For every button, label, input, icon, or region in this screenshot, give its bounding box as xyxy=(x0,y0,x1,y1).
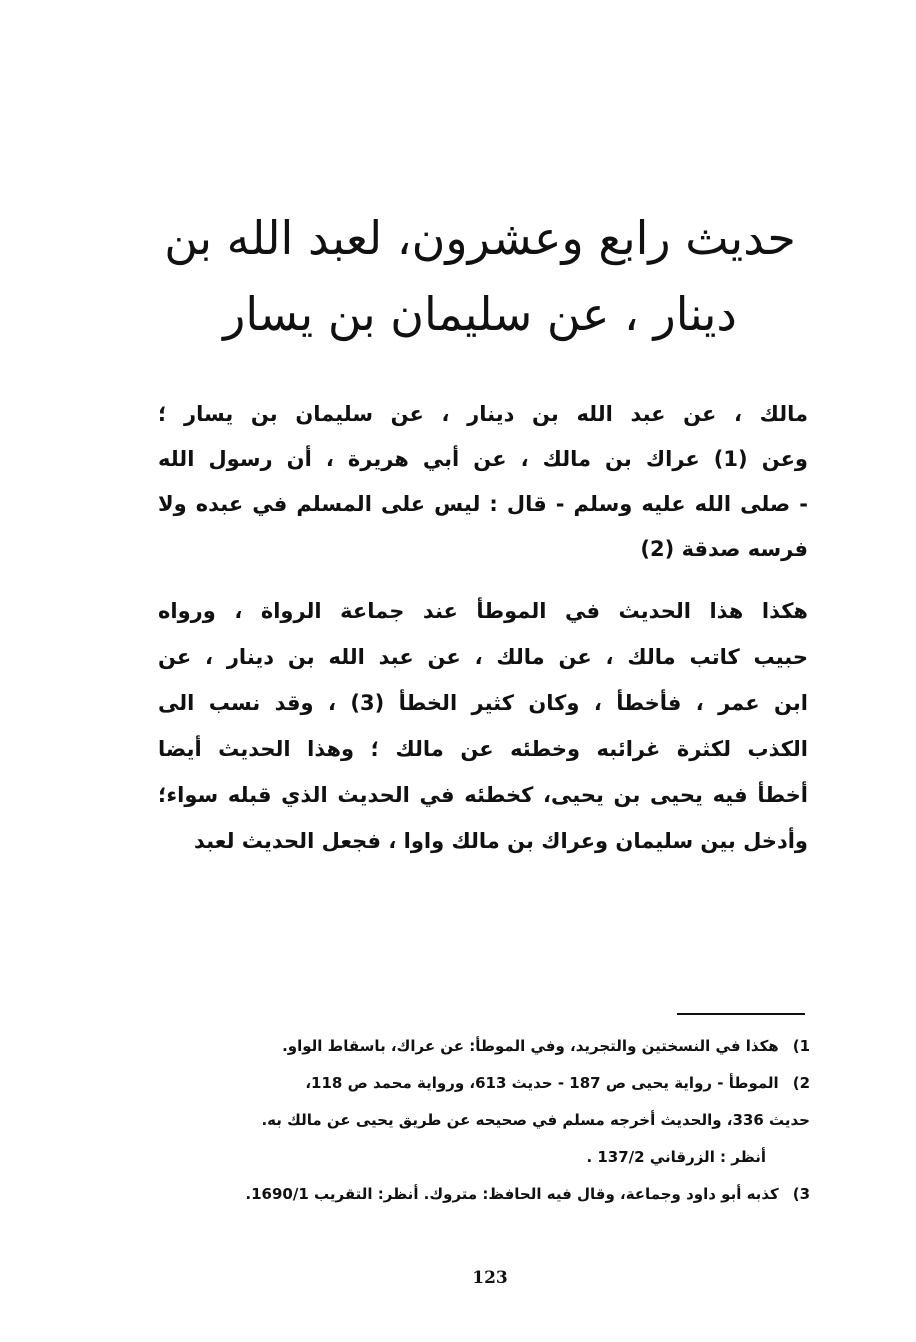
chapter-title-line-1: حديث رابع وعشرون، لعبد الله بن xyxy=(164,211,796,265)
paragraph-line: مالك ، عن عبد الله بن دينار ، عن سليمان بن يسار ؛ xyxy=(158,402,808,426)
page-number: 123 xyxy=(472,1268,508,1288)
paragraph-line: وأدخل بين سليمان وعراك بن مالك واوا ، فجعل الحديث لعبد xyxy=(194,829,808,853)
footnote-text: كذبه أبو داود وجماعة، وقال فيه الحافظ: متروك. أنظر: التقريب 1690/1. xyxy=(245,1185,779,1203)
chapter-title xyxy=(150,200,810,352)
footnote-number: 1) xyxy=(792,1037,810,1055)
paragraph-line: أخطأ فيه يحيى بن يحيى، كخطئه في الحديث الذي قبله سواء؛ xyxy=(158,783,808,807)
paragraph-line: ابن عمر ، فأخطأ ، وكان كثير الخطأ (3) ، وقد نسب الى xyxy=(158,691,808,715)
footnote-text: الموطأ - رواية يحيى ص 187 - حديث 613، ورواية محمد ص 118، xyxy=(305,1074,779,1092)
footnote-text: حديث 336، والحديث أخرجه مسلم في صحيحه عن طريق يحيى عن مالك به. xyxy=(261,1111,810,1129)
paragraph-line: الكذب لكثرة غرائبه وخطئه عن مالك ؛ وهذا الحديث أيضا xyxy=(158,737,808,761)
footnote-number: 3) xyxy=(792,1185,810,1203)
footnote-2-reference xyxy=(168,1139,810,1176)
footnote-2 xyxy=(168,1065,810,1102)
footnote-2-continued xyxy=(168,1102,810,1139)
paragraph-line: - صلى الله عليه وسلم - قال : ليس على المسلم في عبده ولا xyxy=(158,492,808,516)
footnotes xyxy=(168,1028,810,1213)
paragraph-line: هكذا هذا الحديث في الموطأ عند جماعة الرواة ، ورواه xyxy=(158,599,808,623)
footnote-text: أنظر : الزرقاني 137/2 . xyxy=(586,1148,766,1166)
paragraph-line: وعن (1) عراك بن مالك ، عن أبي هريرة ، أن رسول الله xyxy=(158,447,808,471)
footnote-text: هكذا في النسختين والتجريد، وفي الموطأ: عن عراك، باسقاط الواو. xyxy=(282,1037,779,1055)
footnote-number: 2) xyxy=(792,1074,810,1092)
paragraph-line: حبيب كاتب مالك ، عن مالك ، عن عبد الله بن دينار ، عن xyxy=(158,645,808,669)
footnote-divider xyxy=(677,1013,805,1015)
commentary-paragraph xyxy=(158,588,808,864)
footnote-1 xyxy=(168,1028,810,1065)
chapter-title-line-2: دينار ، عن سليمان بن يسار xyxy=(223,287,737,341)
paragraph-line: فرسه صدقة (2) xyxy=(640,537,808,561)
footnote-3 xyxy=(168,1176,810,1213)
hadith-text-paragraph xyxy=(158,392,808,572)
